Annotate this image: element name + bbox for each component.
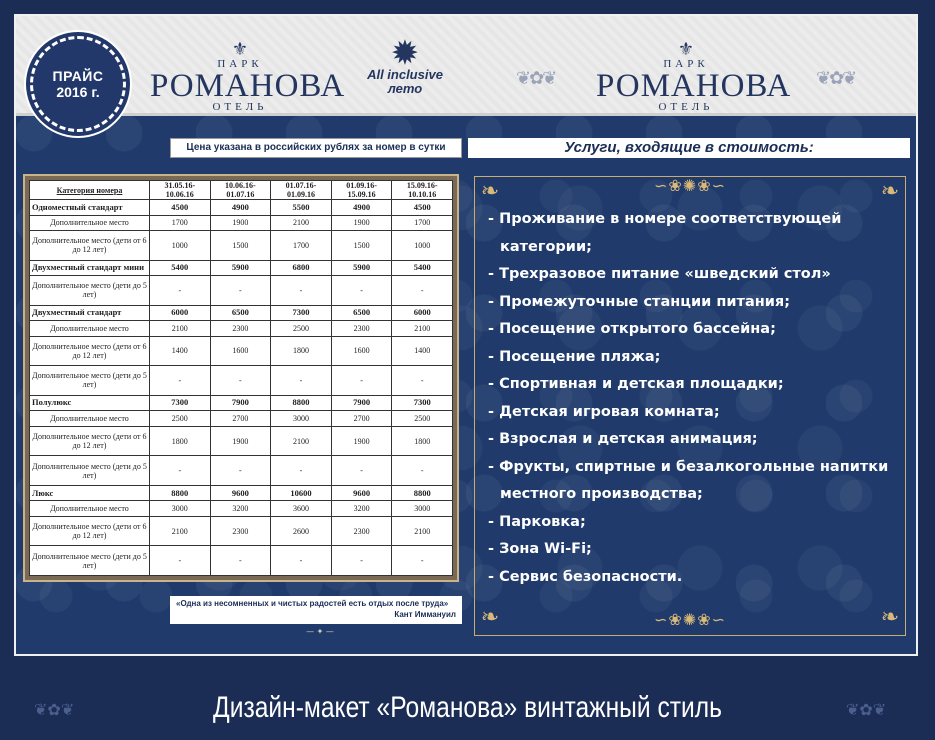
price-cell: -	[331, 366, 392, 396]
price-cell: 7300	[392, 395, 453, 411]
price-cell: 3600	[271, 501, 332, 517]
price-cell: 1700	[392, 215, 453, 231]
corner-ornament-icon: ❧	[880, 179, 900, 204]
service-item: - Посещение пляжа;	[488, 348, 661, 365]
service-item: - Посещение открытого бассейна;	[488, 321, 776, 337]
price-cell: 3000	[392, 501, 453, 517]
price-cell: 4500	[150, 200, 211, 216]
price-cell: 6000	[392, 305, 453, 321]
service-item: - Фрукты, спиртные и безалкогольные напитки	[488, 458, 889, 475]
table-row	[30, 336, 453, 366]
services-title: Услуги, входящие в стоимость:	[468, 138, 910, 158]
table-row	[30, 231, 453, 261]
price-cell: 1600	[210, 336, 271, 366]
service-item: - Зона Wi-Fi;	[488, 541, 592, 557]
table-row	[30, 501, 453, 517]
header-period: 31.05.16- 10.06.16	[150, 181, 211, 200]
price-cell: -	[392, 546, 453, 576]
price-cell: -	[331, 276, 392, 306]
price-cell: 2300	[210, 321, 271, 337]
table-row	[30, 411, 453, 427]
price-cell: -	[392, 366, 453, 396]
price-cell: 2100	[150, 516, 211, 546]
center-ornament-icon: ∽❀✺❀∽	[653, 176, 727, 195]
price-cell: 7300	[271, 305, 332, 321]
room-category: Дополнительное место (дети до 5 лет)	[30, 276, 150, 306]
service-item: - Сервис безопасности.	[488, 568, 683, 585]
table-row	[30, 366, 453, 396]
service-item: - Спортивная и детская площадки;	[488, 376, 784, 392]
price-table-frame	[25, 176, 457, 580]
header-period: 01.07.16- 01.09.16	[271, 181, 332, 200]
price-cell: 5400	[150, 260, 211, 276]
price-cell: 9600	[210, 485, 271, 501]
price-cell: 1600	[331, 336, 392, 366]
footer-ornament-icon: ❦✿❦	[846, 700, 887, 719]
price-cell: 5500	[271, 200, 332, 216]
table-row	[30, 276, 453, 306]
price-cell: 2100	[392, 516, 453, 546]
price-cell: 1900	[331, 215, 392, 231]
table-row	[30, 395, 453, 411]
room-category: Дополнительное место (дети до 5 лет)	[30, 366, 150, 396]
table-row	[30, 456, 453, 486]
eagle-icon: ⚜	[231, 39, 249, 59]
price-cell: -	[392, 456, 453, 486]
center-ornament-icon: ∽❀✺❀∽	[653, 610, 727, 629]
divider-ornament-icon: — ✦ —	[306, 627, 334, 636]
price-cell: 2600	[271, 516, 332, 546]
price-cell: 2100	[150, 321, 211, 337]
price-cell: 2100	[392, 321, 453, 337]
price-cell: -	[331, 456, 392, 486]
service-item: - Трехразовое питание «шведский стол»	[488, 266, 831, 282]
header-period: 15.09.16- 10.10.16	[392, 181, 453, 200]
room-category: Люкс	[30, 485, 150, 501]
price-cell: -	[271, 456, 332, 486]
service-item: - Детская игровая комната;	[488, 403, 720, 420]
services-list	[488, 206, 908, 591]
room-category: Дополнительное место (дети от 6 до 12 лет)	[30, 516, 150, 546]
table-row	[30, 305, 453, 321]
price-cell: 1800	[271, 336, 332, 366]
price-cell: 4500	[392, 200, 453, 216]
price-cell: 3200	[210, 501, 271, 517]
price-cell: 6500	[210, 305, 271, 321]
price-cell: 9600	[331, 485, 392, 501]
room-category: Дополнительное место (дети от 6 до 12 лет)	[30, 426, 150, 456]
price-cell: 7900	[210, 395, 271, 411]
corner-ornament-icon: ❧	[480, 605, 500, 630]
logo-park: ПАРК	[663, 58, 709, 70]
room-category: Дополнительное место (дети до 5 лет)	[30, 456, 150, 486]
price-cell: 3000	[271, 411, 332, 427]
table-header-row	[30, 181, 453, 200]
room-category: Двухместный стандарт мини	[30, 260, 150, 276]
service-item: - Проживание в номере соответствующей	[488, 211, 842, 227]
price-table	[29, 180, 453, 576]
table-row	[30, 426, 453, 456]
price-cell: 1800	[392, 426, 453, 456]
room-category: Дополнительное место	[30, 321, 150, 337]
badge-line1: ПРАЙС	[52, 68, 104, 84]
price-cell: -	[210, 366, 271, 396]
price-cell: 2700	[331, 411, 392, 427]
header-category: Категория номера	[30, 181, 150, 200]
price-cell: 8800	[392, 485, 453, 501]
room-category: Дополнительное место	[30, 215, 150, 231]
price-cell: -	[331, 546, 392, 576]
table-row	[30, 485, 453, 501]
hotel-logo-left	[150, 39, 346, 113]
price-cell: 1700	[271, 231, 332, 261]
room-category: Дополнительное место	[30, 411, 150, 427]
price-cell: 1500	[210, 231, 271, 261]
price-cell: 8800	[150, 485, 211, 501]
room-category: Дополнительное место (дети до 5 лет)	[30, 546, 150, 576]
badge-line2: 2016 г.	[56, 84, 100, 100]
price-cell: 10600	[271, 485, 332, 501]
price-cell: 1700	[150, 215, 211, 231]
logo-hotel: ОТЕЛЬ	[212, 101, 268, 113]
price-cell: 7900	[331, 395, 392, 411]
price-cell: 2500	[150, 411, 211, 427]
allinc-line1: All inclusive	[367, 67, 443, 82]
price-cell: -	[210, 456, 271, 486]
price-cell: -	[271, 366, 332, 396]
quote-author: Кант Иммануил	[394, 610, 456, 619]
all-inclusive-badge	[362, 37, 448, 114]
room-category: Дополнительное место (дети от 6 до 12 лет)	[30, 336, 150, 366]
price-cell: 3200	[331, 501, 392, 517]
price-cell: -	[271, 546, 332, 576]
ornament-icon: ❦✿❦	[816, 68, 856, 89]
allinc-line2: лето	[387, 81, 423, 96]
table-body	[30, 200, 453, 576]
service-item: - Промежуточные станции питания;	[488, 293, 791, 310]
quote-text: «Одна из несомненных и чистых радостей есть отдых после труда»	[176, 599, 449, 608]
price-cell: -	[150, 456, 211, 486]
price-cell: -	[150, 546, 211, 576]
room-category: Двухместный стандарт	[30, 305, 150, 321]
price-cell: 2100	[271, 215, 332, 231]
price-badge	[30, 36, 126, 132]
price-cell: 2300	[331, 516, 392, 546]
header-period: 01.09.16- 15.09.16	[331, 181, 392, 200]
eagle-icon: ⚜	[677, 39, 695, 59]
quote-box	[170, 596, 462, 624]
room-category: Дополнительное место (дети от 6 до 12 лет)	[30, 231, 150, 261]
price-cell: -	[271, 276, 332, 306]
header-period: 10.06.16- 01.07.16	[210, 181, 271, 200]
price-cell: 1900	[210, 426, 271, 456]
price-cell: 5900	[210, 260, 271, 276]
room-category: Полулюкс	[30, 395, 150, 411]
ornament-icon: ❦✿❦	[516, 68, 556, 89]
table-row	[30, 200, 453, 216]
price-cell: -	[392, 276, 453, 306]
table-row	[30, 321, 453, 337]
price-cell: 8800	[271, 395, 332, 411]
price-cell: 2500	[392, 411, 453, 427]
footer-title: Дизайн-макет «Романова» винтажный стиль	[213, 691, 722, 724]
service-item: - Взрослая и детская анимация;	[488, 431, 758, 447]
hotel-logo-right	[596, 39, 792, 113]
price-cell: -	[150, 276, 211, 306]
logo-name: РОМАНОВА	[596, 68, 792, 104]
price-cell: 2300	[210, 516, 271, 546]
price-cell: 6800	[271, 260, 332, 276]
price-cell: 6000	[150, 305, 211, 321]
price-note: Цена указана в российских рублях за номер в сутки	[170, 138, 462, 158]
room-category: Одноместный стандарт	[30, 200, 150, 216]
table-row	[30, 516, 453, 546]
price-cell: 2100	[271, 426, 332, 456]
price-cell: -	[150, 366, 211, 396]
price-cell: 4900	[331, 200, 392, 216]
table-row	[30, 260, 453, 276]
logo-name: РОМАНОВА	[150, 68, 346, 104]
service-item: - Парковка;	[488, 513, 586, 530]
price-cell: 5400	[392, 260, 453, 276]
service-item: местного производства;	[500, 486, 703, 502]
price-cell: 2500	[271, 321, 332, 337]
table-row	[30, 546, 453, 576]
price-cell: 4900	[210, 200, 271, 216]
price-cell: 6500	[331, 305, 392, 321]
price-cell: 1900	[331, 426, 392, 456]
price-cell: 1400	[392, 336, 453, 366]
price-cell: 1500	[331, 231, 392, 261]
price-cell: 7300	[150, 395, 211, 411]
price-cell: 1900	[210, 215, 271, 231]
logo-park: ПАРК	[217, 58, 263, 70]
price-cell: 1400	[150, 336, 211, 366]
room-category: Дополнительное место	[30, 501, 150, 517]
price-cell: 1800	[150, 426, 211, 456]
price-cell: -	[210, 276, 271, 306]
price-cell: 1000	[150, 231, 211, 261]
logo-hotel: ОТЕЛЬ	[658, 101, 714, 113]
footer-ornament-icon: ❦✿❦	[34, 700, 75, 719]
price-cell: 2700	[210, 411, 271, 427]
sun-icon: ✹	[392, 37, 418, 70]
price-cell: 3000	[150, 501, 211, 517]
price-cell: 1000	[392, 231, 453, 261]
corner-ornament-icon: ❧	[880, 605, 900, 630]
price-cell: 2300	[331, 321, 392, 337]
service-item: категории;	[500, 238, 592, 255]
price-cell: 5900	[331, 260, 392, 276]
corner-ornament-icon: ❧	[480, 179, 500, 204]
table-row	[30, 215, 453, 231]
price-cell: -	[210, 546, 271, 576]
